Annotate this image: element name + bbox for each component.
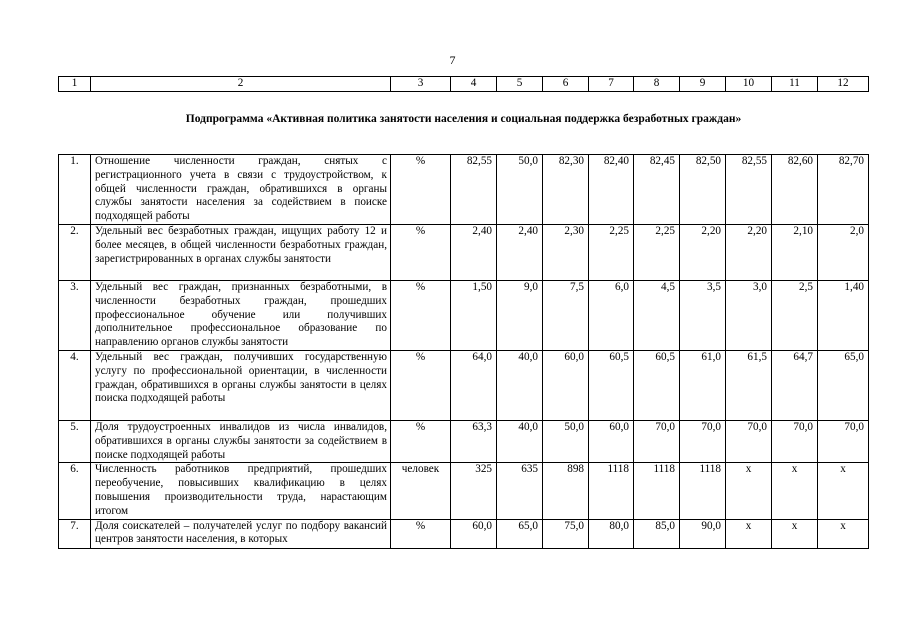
value-cell: 64,0 bbox=[451, 351, 497, 421]
value-cell: 82,40 bbox=[589, 155, 634, 225]
value-cell: х bbox=[818, 519, 869, 548]
value-cell: 80,0 bbox=[589, 519, 634, 548]
value-cell: 82,55 bbox=[451, 155, 497, 225]
unit-cell: % bbox=[391, 281, 451, 351]
value-cell: 2,25 bbox=[634, 225, 680, 281]
row-number: 1. bbox=[59, 155, 91, 225]
value-cell: 635 bbox=[497, 463, 543, 519]
value-cell: 82,50 bbox=[680, 155, 726, 225]
unit-cell: % bbox=[391, 421, 451, 463]
indicators-table-container bbox=[58, 76, 868, 549]
row-number: 3. bbox=[59, 281, 91, 351]
value-cell: 2,5 bbox=[772, 281, 818, 351]
indicator-description: Отношение численности граждан, снятых с регистрационного учета в связи с трудоустройством, к общей численности граждан, обратившихся в органы службы занятости населения за содействием в поиске подходящей работы bbox=[91, 155, 391, 225]
value-cell: 70,0 bbox=[772, 421, 818, 463]
value-cell: 61,0 bbox=[680, 351, 726, 421]
value-cell: х bbox=[726, 519, 772, 548]
value-cell: 82,30 bbox=[543, 155, 589, 225]
header-cell: 11 bbox=[772, 77, 818, 92]
value-cell: 65,0 bbox=[497, 519, 543, 548]
header-cell: 8 bbox=[634, 77, 680, 92]
value-cell: 82,70 bbox=[818, 155, 869, 225]
value-cell: 63,3 bbox=[451, 421, 497, 463]
value-cell: 82,55 bbox=[726, 155, 772, 225]
row-number: 6. bbox=[59, 463, 91, 519]
table-row bbox=[59, 281, 869, 351]
value-cell: 2,40 bbox=[451, 225, 497, 281]
value-cell: 60,0 bbox=[543, 351, 589, 421]
column-number-header bbox=[59, 77, 869, 92]
header-cell: 6 bbox=[543, 77, 589, 92]
value-cell: 40,0 bbox=[497, 421, 543, 463]
indicator-description: Удельный вес граждан, получивших государственную услугу по профессиональной ориентации, в численности граждан, обратившихся в органы службы занятости в целях поиска подходящей работы bbox=[91, 351, 391, 421]
row-number: 4. bbox=[59, 351, 91, 421]
value-cell: 61,5 bbox=[726, 351, 772, 421]
value-cell: 2,0 bbox=[818, 225, 869, 281]
value-cell: 60,0 bbox=[451, 519, 497, 548]
page-number: 7 bbox=[449, 53, 456, 67]
value-cell: 85,0 bbox=[634, 519, 680, 548]
header-cell: 7 bbox=[589, 77, 634, 92]
indicator-description: Удельный вес граждан, признанных безработными, в численности безработных граждан, прошедших профессиональное обучение или получивших дополнительное профессиональное образование по направлению органов службы занятости bbox=[91, 281, 391, 351]
value-cell: 1,40 bbox=[818, 281, 869, 351]
value-cell: 1118 bbox=[589, 463, 634, 519]
value-cell: 60,5 bbox=[634, 351, 680, 421]
value-cell: 60,5 bbox=[589, 351, 634, 421]
value-cell: 1,50 bbox=[451, 281, 497, 351]
value-cell: 40,0 bbox=[497, 351, 543, 421]
table-row bbox=[59, 519, 869, 548]
header-cell: 12 bbox=[818, 77, 869, 92]
value-cell: 6,0 bbox=[589, 281, 634, 351]
value-cell: 50,0 bbox=[497, 155, 543, 225]
value-cell: 82,60 bbox=[772, 155, 818, 225]
table-row bbox=[59, 155, 869, 225]
value-cell: 50,0 bbox=[543, 421, 589, 463]
value-cell: 3,0 bbox=[726, 281, 772, 351]
value-cell: 65,0 bbox=[818, 351, 869, 421]
row-number: 7. bbox=[59, 519, 91, 548]
value-cell: х bbox=[726, 463, 772, 519]
value-cell: 4,5 bbox=[634, 281, 680, 351]
unit-cell: % bbox=[391, 155, 451, 225]
value-cell: 7,5 bbox=[543, 281, 589, 351]
value-cell: 64,7 bbox=[772, 351, 818, 421]
header-cell: 1 bbox=[59, 77, 91, 92]
value-cell: 82,45 bbox=[634, 155, 680, 225]
table-row bbox=[59, 421, 869, 463]
value-cell: 2,10 bbox=[772, 225, 818, 281]
value-cell: 60,0 bbox=[589, 421, 634, 463]
value-cell: 2,20 bbox=[680, 225, 726, 281]
header-cell: 3 bbox=[391, 77, 451, 92]
value-cell: 2,20 bbox=[726, 225, 772, 281]
value-cell: 2,25 bbox=[589, 225, 634, 281]
value-cell: х bbox=[772, 519, 818, 548]
section-row bbox=[59, 92, 869, 155]
unit-cell: % bbox=[391, 225, 451, 281]
indicator-description: Удельный вес безработных граждан, ищущих работу 12 и более месяцев, в общей численности безработных граждан, зарегистрированных в органах службы занятости bbox=[91, 225, 391, 281]
value-cell: 2,40 bbox=[497, 225, 543, 281]
unit-cell: человек bbox=[391, 463, 451, 519]
value-cell: 898 bbox=[543, 463, 589, 519]
value-cell: 3,5 bbox=[680, 281, 726, 351]
value-cell: 9,0 bbox=[497, 281, 543, 351]
table-row bbox=[59, 351, 869, 421]
value-cell: 90,0 bbox=[680, 519, 726, 548]
header-cell: 9 bbox=[680, 77, 726, 92]
row-number: 5. bbox=[59, 421, 91, 463]
value-cell: х bbox=[818, 463, 869, 519]
indicator-description: Доля трудоустроенных инвалидов из числа инвалидов, обратившихся в органы службы занятости за содействием в поиске подходящей работы bbox=[91, 421, 391, 463]
value-cell: 2,30 bbox=[543, 225, 589, 281]
row-number: 2. bbox=[59, 225, 91, 281]
indicator-description: Доля соискателей – получателей услуг по подбору вакансий центров занятости населения, в которых bbox=[91, 519, 391, 548]
section-title: Подпрограмма «Активная политика занятости населения и социальная поддержка безработных граждан» bbox=[59, 92, 869, 155]
value-cell: 70,0 bbox=[726, 421, 772, 463]
unit-cell: % bbox=[391, 519, 451, 548]
value-cell: 70,0 bbox=[818, 421, 869, 463]
indicators-table bbox=[58, 76, 869, 549]
value-cell: 75,0 bbox=[543, 519, 589, 548]
header-cell: 10 bbox=[726, 77, 772, 92]
indicator-description: Численность работников предприятий, прошедших переобучение, повысивших квалификацию в целях повышения производительности труда, нарастающим итогом bbox=[91, 463, 391, 519]
value-cell: 1118 bbox=[634, 463, 680, 519]
table-row bbox=[59, 463, 869, 519]
value-cell: х bbox=[772, 463, 818, 519]
value-cell: 1118 bbox=[680, 463, 726, 519]
header-cell: 2 bbox=[91, 77, 391, 92]
table-row bbox=[59, 225, 869, 281]
value-cell: 70,0 bbox=[680, 421, 726, 463]
unit-cell: % bbox=[391, 351, 451, 421]
value-cell: 325 bbox=[451, 463, 497, 519]
value-cell: 70,0 bbox=[634, 421, 680, 463]
header-cell: 5 bbox=[497, 77, 543, 92]
header-cell: 4 bbox=[451, 77, 497, 92]
